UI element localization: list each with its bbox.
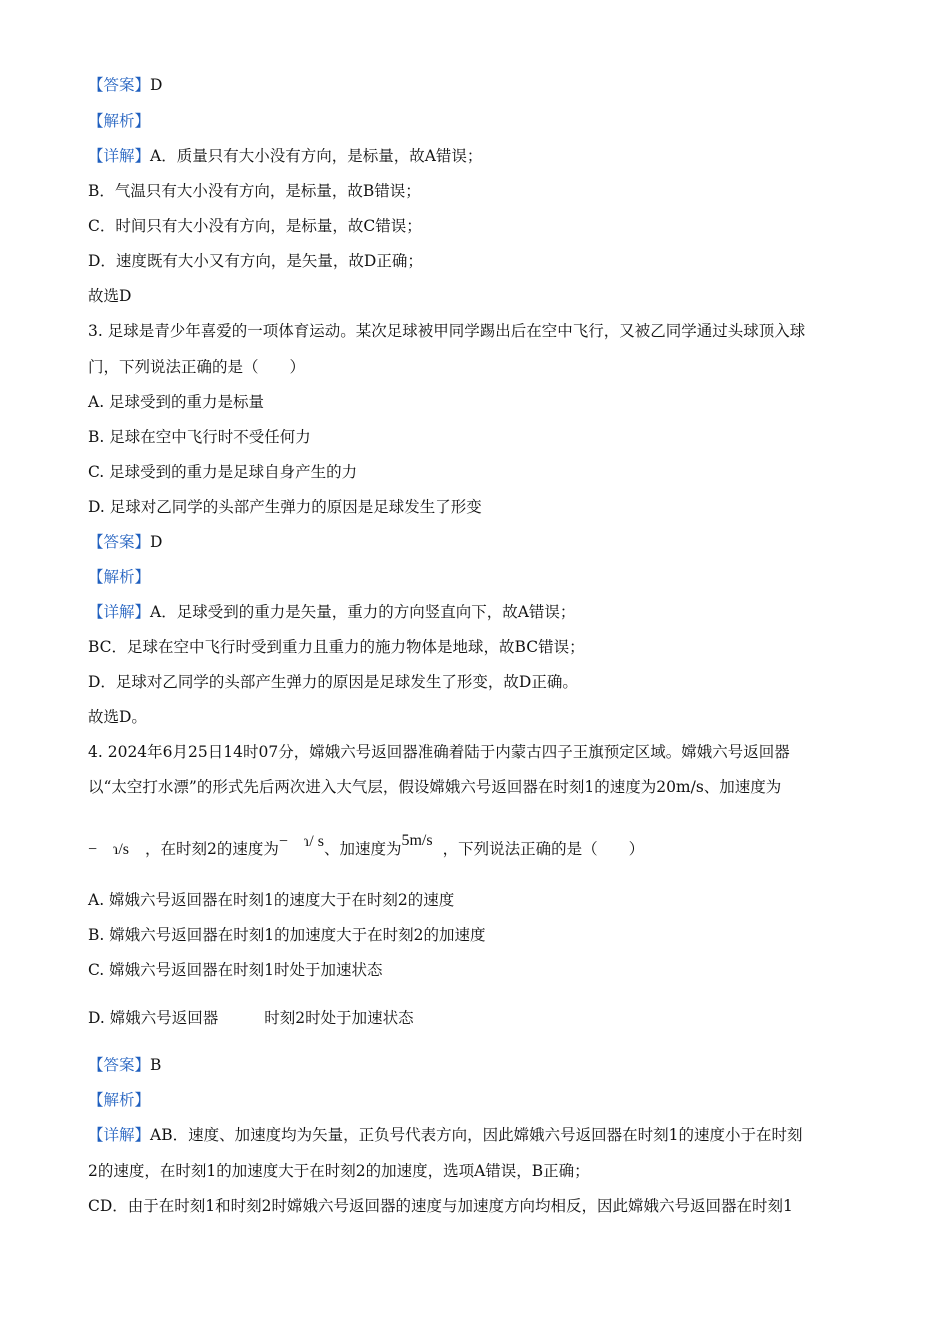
q4-analysis-heading bbox=[88, 1089, 890, 1111]
q3-stem: 3. 足球是青少年喜爱的一项体育运动。某次足球被甲同学踢出后在空中飞行，又被乙同学通过头球顶入球 bbox=[88, 322, 806, 340]
q3-detail-line: D．足球对乙同学的头部产生弹力的原因是足球发生了形变，故D正确。 bbox=[88, 673, 578, 691]
answer-tag: 【答案】 bbox=[88, 1056, 151, 1074]
q4-detail-line: 2的速度，在时刻1的加速度大于在时刻2的加速度，选项A错误，B正确； bbox=[88, 1162, 590, 1180]
q4-stem-formula-line bbox=[88, 832, 890, 861]
answer-value: D bbox=[150, 76, 163, 94]
formula-text: 、加速度为 bbox=[323, 840, 402, 858]
q2-detail-line: C．时间只有大小没有方向，是标量，故C错误； bbox=[88, 217, 422, 235]
q3-answer bbox=[88, 531, 890, 553]
formula-acceleration-1: − ɿ/s bbox=[88, 841, 130, 858]
detail-tag: 【详解】 bbox=[88, 147, 151, 165]
answer-tag: 【答案】 bbox=[88, 76, 151, 94]
option-d-text: D. 嫦娥六号返回器 bbox=[88, 1009, 219, 1027]
detail-text: A．足球受到的重力是矢量，重力的方向竖直向下，故A错误； bbox=[150, 603, 576, 621]
q3-option-c: C. 足球受到的重力是足球自身产生的力 bbox=[88, 463, 358, 481]
q4-option-b: B. 嫦娥六号返回器在时刻1的加速度大于在时刻2的加速度 bbox=[88, 926, 486, 944]
q2-conclusion: 故选D bbox=[88, 287, 132, 305]
answer-value: B bbox=[150, 1056, 162, 1074]
analysis-tag: 【解析】 bbox=[88, 112, 151, 130]
q3-option-a: A. 足球受到的重力是标量 bbox=[88, 393, 265, 411]
formula-text: ，下列说法正确的是（ ） bbox=[442, 840, 645, 858]
answer-value: D bbox=[150, 533, 163, 551]
detail-text: AB．速度、加速度均为矢量，正负号代表方向，因此嫦娥六号返回器在时刻1的速度小于在时刻 bbox=[150, 1126, 803, 1144]
answer-tag: 【答案】 bbox=[88, 533, 151, 551]
q4-detail-line bbox=[88, 1124, 890, 1146]
formula-acceleration-2: 5m/s bbox=[401, 832, 433, 849]
q4-option-a: A. 嫦娥六号返回器在时刻1的速度大于在时刻2的速度 bbox=[88, 891, 455, 909]
q3-conclusion: 故选D。 bbox=[88, 708, 147, 726]
q2-answer bbox=[88, 74, 890, 96]
analysis-tag: 【解析】 bbox=[88, 568, 151, 586]
q4-stem-continued: 以“太空打水漂”的形式先后两次进入大气层，假设嫦娥六号返回器在时刻1的速度为20m/s、加速度为 bbox=[88, 778, 782, 796]
q3-option-b: B. 足球在空中飞行时不受任何力 bbox=[88, 428, 311, 446]
q3-option-d: D. 足球对乙同学的头部产生弹力的原因是足球发生了形变 bbox=[88, 498, 482, 516]
formula-velocity-2: − ɿ/ s bbox=[278, 833, 324, 850]
q2-analysis-heading bbox=[88, 110, 890, 132]
q3-analysis-heading bbox=[88, 566, 890, 588]
q4-stem: 4. 2024年6月25日14时07分，嫦娥六号返回器准确着陆于内蒙古四子王旗预定区域。嫦娥六号返回器 bbox=[88, 743, 790, 761]
option-d-text: 时刻2时处于加速状态 bbox=[264, 1009, 414, 1027]
q4-option-d bbox=[88, 1007, 890, 1029]
q4-answer bbox=[88, 1054, 890, 1076]
q4-detail-line: CD．由于在时刻1和时刻2时嫦娥六号返回器的速度与加速度方向均相反，因此嫦娥六号返回器在时刻1 bbox=[88, 1197, 793, 1215]
detail-text: A．质量只有大小没有方向，是标量，故A错误； bbox=[150, 147, 483, 165]
q3-detail-line: BC．足球在空中飞行时受到重力且重力的施力物体是地球，故BC错误； bbox=[88, 638, 585, 656]
q3-stem-continued: 门，下列说法正确的是（ ） bbox=[88, 358, 306, 376]
q2-detail-line bbox=[88, 145, 890, 167]
analysis-tag: 【解析】 bbox=[88, 1091, 151, 1109]
formula-text: ，在时刻2的速度为 bbox=[145, 840, 279, 858]
q2-detail-line: D．速度既有大小又有方向，是矢量，故D正确； bbox=[88, 252, 423, 270]
detail-tag: 【详解】 bbox=[88, 603, 151, 621]
q3-detail-line bbox=[88, 601, 890, 623]
q2-detail-line: B．气温只有大小没有方向，是标量，故B错误； bbox=[88, 182, 421, 200]
q4-option-c: C. 嫦娥六号返回器在时刻1时处于加速状态 bbox=[88, 961, 383, 979]
detail-tag: 【详解】 bbox=[88, 1126, 151, 1144]
